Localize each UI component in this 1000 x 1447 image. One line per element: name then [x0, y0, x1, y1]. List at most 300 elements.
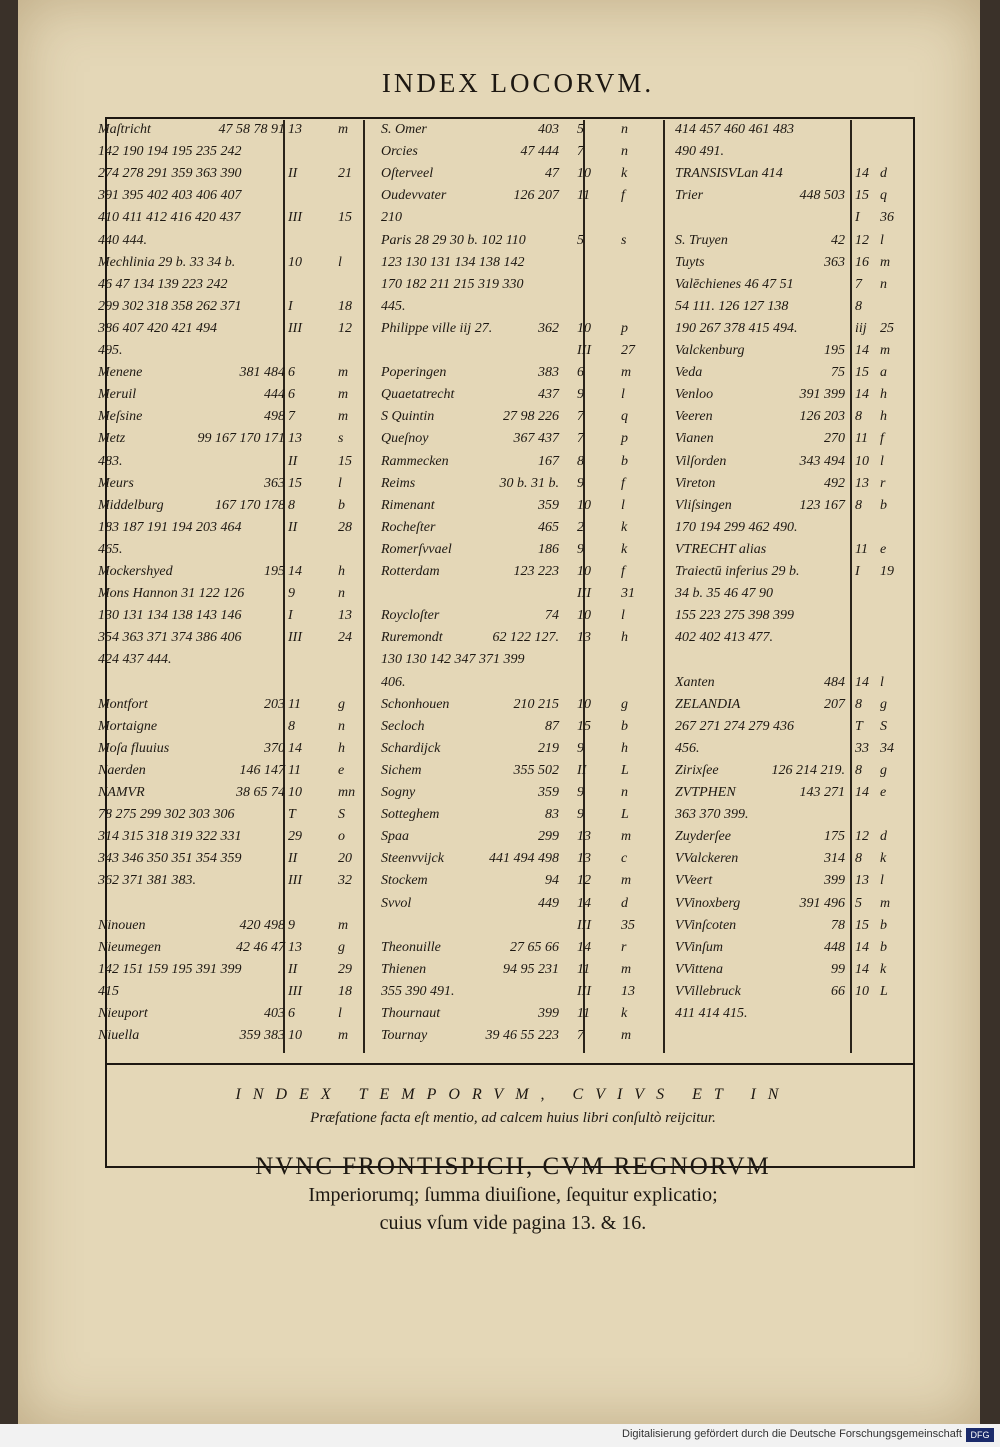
map-letter: 18	[338, 983, 352, 999]
place-name: VValckeren	[675, 851, 739, 867]
map-row: 9	[577, 785, 584, 800]
index-entry	[98, 409, 353, 431]
map-row: 14	[855, 961, 869, 977]
map-row: 14	[855, 387, 869, 403]
place-name: 78 275 299 302 303 306	[98, 807, 235, 823]
place-name: Oudevvater	[381, 188, 447, 204]
place-name: Zirixſee	[675, 762, 719, 778]
page-numbers: 94 95 231	[503, 961, 559, 977]
map-row: 14	[855, 939, 869, 955]
map-letter: 36	[880, 210, 894, 226]
place-name: 411 414 415.	[675, 1006, 748, 1021]
index-entry	[381, 299, 641, 321]
place-name: NAMVR	[98, 785, 145, 800]
map-row: iij	[855, 320, 867, 336]
place-name: Rocheſter	[381, 519, 436, 535]
index-entry	[381, 785, 641, 807]
index-entry	[675, 940, 905, 962]
place-name: 354 363 371 374 386 406	[98, 630, 242, 646]
index-entry	[381, 1028, 641, 1050]
place-name: 355 390 491.	[381, 983, 455, 999]
index-entry	[675, 675, 905, 697]
place-name: 130 131 134 138 143 146	[98, 608, 242, 624]
map-letter: n	[621, 122, 628, 137]
page-numbers: 359	[538, 785, 559, 800]
footer-credit: Digitalisierung gefördert durch die Deutsche Forschungsgemeinschaft	[622, 1428, 962, 1440]
index-entry	[98, 763, 353, 785]
index-entry	[675, 652, 905, 674]
map-letter: b	[880, 497, 887, 513]
map-row: 9	[288, 917, 295, 933]
map-row: 14	[855, 674, 869, 690]
place-name: ZVTPHEN	[675, 785, 736, 800]
map-row: 6	[288, 387, 295, 403]
page-numbers: 343 494	[799, 453, 845, 469]
index-entry	[381, 719, 641, 741]
map-letter: q	[880, 188, 887, 204]
map-row: 14	[855, 343, 869, 358]
map-letter: g	[338, 696, 345, 712]
index-entry	[381, 873, 641, 895]
index-entry	[381, 630, 641, 652]
place-name: 363 370 399.	[675, 807, 749, 823]
map-letter: 27	[621, 343, 635, 358]
index-entry	[98, 343, 353, 365]
place-name: Thournaut	[381, 1006, 441, 1021]
map-row: 13	[577, 630, 591, 646]
map-letter: b	[880, 917, 887, 933]
map-row: 8	[855, 851, 862, 867]
page-numbers: 195	[824, 343, 845, 358]
map-letter: 15	[338, 453, 352, 469]
index-entry	[675, 343, 905, 365]
place-name: VVinſum	[675, 939, 723, 955]
map-letter: 35	[621, 917, 635, 933]
index-entry	[381, 829, 641, 851]
place-name: Veeren	[675, 409, 713, 425]
index-entry	[675, 387, 905, 409]
index-entry	[381, 763, 641, 785]
index-entry	[675, 719, 905, 741]
page-numbers: 87	[545, 718, 559, 734]
map-letter: 18	[338, 298, 352, 314]
place-name: Montfort	[98, 696, 148, 712]
map-row: 10	[577, 564, 591, 579]
map-row: 9	[288, 586, 295, 602]
map-letter: f	[621, 564, 625, 579]
map-row: 15	[855, 917, 869, 933]
page-numbers: 381 484	[239, 365, 285, 381]
map-row: 8	[855, 696, 862, 712]
map-letter: r	[880, 475, 886, 491]
map-letter: s	[621, 232, 627, 248]
place-name: Spaa	[381, 829, 409, 845]
map-letter: 13	[621, 983, 635, 999]
place-name: Oſterveel	[381, 166, 434, 182]
place-name: Stockem	[381, 873, 428, 889]
index-entry	[98, 1006, 353, 1028]
page-numbers: 167 170 178	[215, 497, 285, 513]
index-entry	[98, 652, 353, 674]
place-name: 123 130 131 134 138 142	[381, 254, 525, 270]
map-row: 33	[855, 740, 869, 756]
place-name: Meſsine	[98, 409, 143, 425]
map-row: 6	[288, 1006, 295, 1021]
page-numbers: 359	[538, 497, 559, 513]
index-entry	[98, 829, 353, 851]
index-entry	[98, 122, 353, 144]
map-row: 12	[577, 873, 591, 889]
place-name: Middelburg	[98, 497, 164, 513]
index-entry	[98, 277, 353, 299]
place-name: 54 111. 126 127 138	[675, 298, 789, 314]
index-entry	[381, 962, 641, 984]
page-numbers: 403	[264, 1006, 285, 1021]
map-row: 10	[288, 785, 302, 800]
map-letter: m	[621, 1028, 632, 1044]
place-name: 440 444.	[98, 232, 147, 248]
place-name: Metz	[98, 431, 126, 447]
map-row: 11	[855, 431, 868, 447]
map-row: 13	[577, 851, 591, 867]
place-name: Meurs	[98, 475, 134, 491]
index-entry	[675, 564, 905, 586]
map-row: III	[577, 917, 591, 933]
map-row: II	[288, 453, 298, 469]
index-entry	[98, 542, 353, 564]
index-entry	[675, 1006, 905, 1028]
index-entry	[98, 851, 353, 873]
page-numbers: 126 214 219.	[771, 762, 845, 778]
page-numbers: 62 122 127.	[492, 630, 559, 646]
page-numbers: 370	[264, 740, 285, 756]
map-row: 16	[855, 254, 869, 270]
index-entry	[98, 630, 353, 652]
place-name: Theonuille	[381, 939, 441, 955]
map-letter: k	[621, 519, 628, 535]
frontispiece-heading: NVNC FRONTISPICII, CVM REGNORVM	[255, 1153, 771, 1180]
map-letter: 28	[338, 519, 352, 535]
page-numbers: 484	[824, 674, 845, 690]
index-entry	[381, 1006, 641, 1028]
map-row: I	[288, 608, 293, 624]
index-entry	[98, 454, 353, 476]
map-row: 11	[288, 762, 301, 778]
map-row: T	[855, 718, 863, 734]
map-letter: k	[621, 541, 628, 557]
map-row: 13	[288, 122, 302, 137]
place-name: 34 b. 35 46 47 90	[675, 586, 773, 602]
index-entry	[381, 233, 641, 255]
index-entry	[98, 520, 353, 542]
index-entry	[381, 277, 641, 299]
map-letter: 13	[338, 608, 352, 624]
page-title: INDEX LOCORVM.	[381, 68, 655, 98]
place-name: Reims	[381, 475, 416, 491]
page-numbers: 363	[264, 475, 285, 491]
map-row: 13	[288, 431, 302, 447]
page-numbers: 314	[824, 851, 845, 867]
place-name: Ninouen	[98, 917, 146, 933]
page-numbers: 355 502	[513, 762, 559, 778]
page-numbers: 123 167	[799, 497, 845, 513]
map-letter: l	[880, 232, 884, 248]
place-name: Sotteghem	[381, 807, 440, 823]
page-numbers: 441 494 498	[489, 851, 559, 867]
place-name: Schardijck	[381, 740, 441, 756]
index-entry	[675, 520, 905, 542]
place-name: 170 182 211 215 319 330	[381, 276, 524, 292]
index-entry	[381, 697, 641, 719]
map-letter: r	[621, 939, 627, 955]
place-name: 483.	[98, 453, 123, 469]
page-numbers: 299	[538, 829, 559, 845]
map-row: 15	[577, 718, 591, 734]
map-row: 7	[855, 276, 862, 292]
index-entry	[675, 498, 905, 520]
book-page	[18, 0, 980, 1424]
map-letter: h	[880, 409, 887, 425]
map-letter: 32	[338, 873, 352, 889]
place-name: 46 47 134 139 223 242	[98, 276, 228, 292]
page-numbers: 47 58 78 91	[218, 122, 285, 137]
place-name: Svvol	[381, 895, 412, 911]
map-row: 7	[577, 409, 584, 425]
map-row: 15	[855, 188, 869, 204]
map-row: I	[855, 564, 860, 579]
map-letter: S	[338, 807, 345, 823]
place-name: 406.	[381, 674, 406, 690]
index-entry	[98, 321, 353, 343]
place-name: TRANSISVLan 414	[675, 166, 783, 182]
page-numbers: 465	[538, 519, 559, 535]
map-row: 8	[577, 453, 584, 469]
index-entry	[98, 697, 353, 719]
index-entry	[98, 498, 353, 520]
map-row: 9	[577, 740, 584, 756]
place-name: 386 407 420 421 494	[98, 320, 217, 336]
index-entry	[675, 807, 905, 829]
page-numbers: 83	[545, 807, 559, 823]
map-letter: m	[338, 409, 349, 425]
map-letter: m	[338, 122, 349, 137]
index-entry	[675, 233, 905, 255]
index-entry	[675, 431, 905, 453]
index-entry	[675, 608, 905, 630]
place-name: Rammecken	[381, 453, 449, 469]
place-name: 391 395 402 403 406 407	[98, 188, 242, 204]
place-name: Rimenant	[381, 497, 435, 513]
index-entry	[381, 476, 641, 498]
index-entry	[381, 520, 641, 542]
map-row: 15	[855, 365, 869, 381]
map-row: 10	[577, 497, 591, 513]
page-numbers: 437	[538, 387, 559, 403]
map-row: 10	[288, 254, 302, 270]
map-letter: k	[880, 851, 887, 867]
index-entry	[381, 807, 641, 829]
map-letter: a	[880, 365, 887, 381]
map-row: 7	[577, 1028, 584, 1044]
map-letter: L	[880, 983, 888, 999]
place-name: Sichem	[381, 762, 422, 778]
index-entry	[98, 741, 353, 763]
place-name: S. Truyen	[675, 232, 728, 248]
index-entry	[381, 498, 641, 520]
index-entry	[675, 188, 905, 210]
map-letter: f	[621, 475, 625, 491]
place-name: Ruremondt	[381, 630, 443, 646]
map-letter: g	[621, 696, 628, 712]
index-entry	[675, 454, 905, 476]
place-name: 155 223 275 398 399	[675, 608, 794, 624]
place-name: Niuella	[98, 1028, 140, 1044]
map-row: II	[288, 961, 298, 977]
index-entry	[381, 365, 641, 387]
map-row: 10	[855, 453, 869, 469]
map-letter: n	[880, 276, 887, 292]
place-name: VVinoxberg	[675, 895, 741, 911]
page-numbers: 391 496	[799, 895, 845, 911]
page-numbers: 75	[831, 365, 845, 381]
page-numbers: 27 98 226	[503, 409, 559, 425]
map-row: 5	[855, 895, 862, 911]
map-letter: 21	[338, 166, 352, 182]
place-name: Philippe ville iij 27.	[381, 320, 493, 336]
place-name: 299 302 318 358 262 371	[98, 298, 242, 314]
index-entry	[675, 586, 905, 608]
place-name: Traiectū inferius 29 b.	[675, 564, 800, 579]
page-numbers: 42	[831, 232, 845, 248]
map-row: 6	[288, 365, 295, 381]
index-entry	[381, 675, 641, 697]
index-entry	[675, 144, 905, 166]
map-row: 11	[577, 1006, 590, 1021]
map-row: 14	[288, 564, 302, 579]
page-numbers: 210 215	[513, 696, 559, 712]
index-entry	[98, 918, 353, 940]
place-name: Orcies	[381, 144, 418, 160]
map-row: 10	[577, 608, 591, 624]
map-row: 11	[288, 696, 301, 712]
map-letter: k	[621, 1006, 628, 1021]
map-letter: p	[621, 431, 628, 447]
map-letter: n	[338, 586, 345, 602]
index-entry	[381, 741, 641, 763]
index-entry	[98, 299, 353, 321]
place-name: Rotterdam	[381, 564, 440, 579]
map-letter: h	[338, 740, 345, 756]
page-numbers: 99 167 170 171	[197, 431, 285, 447]
index-entry	[98, 188, 353, 210]
index-entry	[675, 476, 905, 498]
divider-line	[105, 1063, 913, 1065]
page-numbers: 420 498	[239, 917, 285, 933]
map-letter: b	[880, 939, 887, 955]
page-numbers: 203	[264, 696, 285, 712]
map-letter: 29	[338, 961, 352, 977]
map-row: 13	[855, 873, 869, 889]
map-row: 12	[855, 829, 869, 845]
map-letter: 25	[880, 320, 894, 336]
index-entry	[675, 542, 905, 564]
map-letter: d	[621, 895, 628, 911]
place-name: 410 411 412 416 420 437	[98, 210, 241, 226]
map-row: 10	[577, 320, 591, 336]
place-name: Veda	[675, 365, 703, 381]
map-letter: b	[621, 718, 628, 734]
map-row: 7	[577, 144, 584, 160]
map-row: II	[288, 519, 298, 535]
map-letter: m	[338, 917, 349, 933]
map-row: 13	[855, 475, 869, 491]
place-name: Zuyderſee	[675, 829, 731, 845]
index-temporum-note: Præfatione facta eſt mentio, ad calcem huius libri conſultò reijcitur.	[310, 1110, 716, 1126]
index-entry	[381, 984, 641, 1006]
map-letter: l	[621, 497, 625, 513]
page-numbers: 399	[538, 1006, 559, 1021]
place-name: 274 278 291 359 363 390	[98, 166, 242, 182]
page-numbers: 39 46 55 223	[485, 1028, 559, 1044]
page-numbers: 175	[824, 829, 845, 845]
map-letter: L	[621, 807, 629, 823]
index-entry	[98, 719, 353, 741]
index-entry	[675, 896, 905, 918]
place-name: Nieuport	[98, 1006, 148, 1021]
place-name: Valckenburg	[675, 343, 745, 358]
map-row: 8	[855, 762, 862, 778]
page-numbers: 219	[538, 740, 559, 756]
map-letter: f	[621, 188, 625, 204]
index-entry	[98, 807, 353, 829]
map-row: III	[577, 586, 591, 602]
index-entry	[98, 940, 353, 962]
place-name: Venloo	[675, 387, 714, 403]
place-name: 183 187 191 194 203 464	[98, 519, 242, 535]
map-row: T	[288, 807, 296, 823]
map-letter: k	[621, 166, 628, 182]
index-entry	[98, 984, 353, 1006]
map-letter: m	[338, 1028, 349, 1044]
index-entry	[381, 255, 641, 277]
place-name: Trier	[675, 188, 704, 204]
map-row: 8	[288, 497, 295, 513]
index-entry	[98, 564, 353, 586]
index-entry	[381, 431, 641, 453]
place-name: ZELANDIA	[675, 696, 741, 712]
map-row: I	[288, 298, 293, 314]
map-letter: m	[338, 387, 349, 403]
map-letter: h	[880, 387, 887, 403]
page-numbers: 448 503	[799, 188, 845, 204]
map-letter: mn	[338, 785, 356, 800]
place-name: Maſtricht	[98, 122, 151, 137]
place-name: Vianen	[675, 431, 714, 447]
map-row: 11	[577, 961, 590, 977]
map-letter: m	[880, 254, 891, 270]
index-entry	[675, 785, 905, 807]
map-row: 13	[288, 939, 302, 955]
map-letter: b	[338, 497, 345, 513]
page-numbers: 78	[831, 917, 845, 933]
map-letter: n	[621, 785, 628, 800]
map-row: 9	[577, 387, 584, 403]
map-letter: e	[880, 785, 887, 800]
place-name: Mechlinia 29 b. 33 34 b.	[98, 254, 236, 270]
place-name: Vilſorden	[675, 453, 727, 469]
index-entry	[98, 675, 353, 697]
index-entry	[381, 122, 641, 144]
